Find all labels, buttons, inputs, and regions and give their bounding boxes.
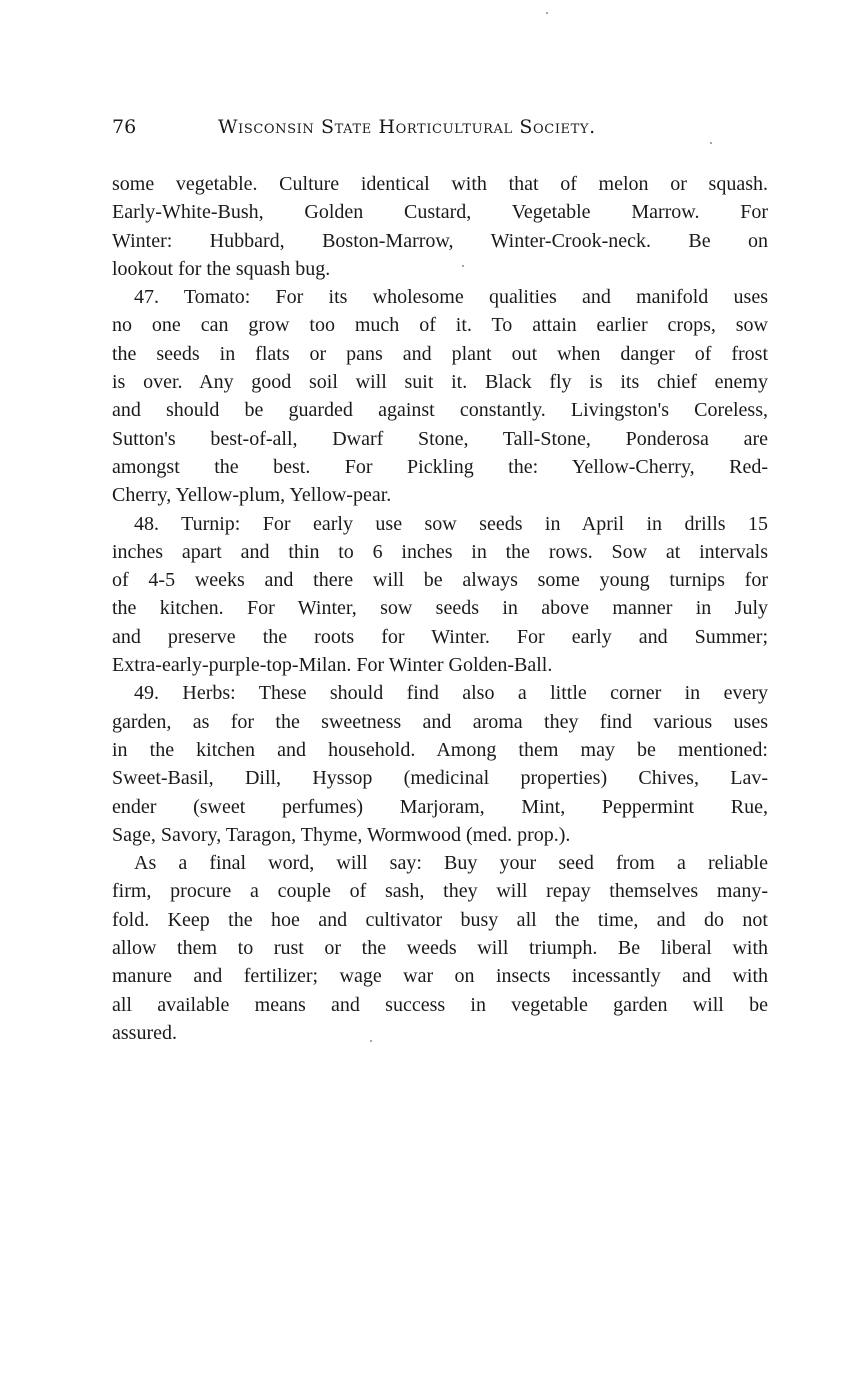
text-line: Early-White-Bush, Golden Custard, Vegetable Marrow. For xyxy=(112,201,768,224)
text-line: the seeds in flats or pans and plant out when danger of frost xyxy=(112,342,768,365)
text-line: Sage, Savory, Taragon, Thyme, Wormwood (med. prop.). xyxy=(112,823,571,846)
scan-speck xyxy=(370,1040,372,1042)
text-line: allow them to rust or the weeds will triumph. Be liberal with xyxy=(112,937,768,960)
text-line: Sweet-Basil, Dill, Hyssop (medicinal properties) Chives, Lav- xyxy=(112,767,768,790)
scan-speck xyxy=(546,12,548,14)
text-line: 47. Tomato: For its wholesome qualities and manifold uses xyxy=(134,286,768,309)
text-line: 48. Turnip: For early use sow seeds in April in drills 15 xyxy=(134,512,768,535)
text-line: As a final word, will say: Buy your seed from a reliable xyxy=(134,852,768,875)
text-line: of 4-5 weeks and there will be always some young turnips for xyxy=(112,569,768,592)
page-number: 76 xyxy=(112,116,137,138)
scan-speck xyxy=(710,142,712,144)
text-line: amongst the best. For Pickling the: Yellow-Cherry, Red- xyxy=(112,455,768,478)
page-header xyxy=(112,116,668,142)
text-line: fold. Keep the hoe and cultivator busy all the time, and do not xyxy=(112,908,768,931)
text-line: all available means and success in vegetable garden will be xyxy=(112,993,768,1016)
text-line: Sutton's best-of-all, Dwarf Stone, Tall-Stone, Ponderosa are xyxy=(112,427,768,450)
text-line: lookout for the squash bug. xyxy=(112,257,331,280)
text-line: in the kitchen and household. Among them may be mentioned: xyxy=(112,738,768,761)
running-head: Wisconsin State Horticultural Society. xyxy=(218,116,596,138)
text-line: inches apart and thin to 6 inches in the rows. Sow at intervals xyxy=(112,540,768,563)
text-line: 49. Herbs: These should find also a little corner in every xyxy=(134,682,768,705)
text-line: garden, as for the sweetness and aroma they find various uses xyxy=(112,710,768,733)
text-line: Cherry, Yellow-plum, Yellow-pear. xyxy=(112,484,392,507)
text-line: and preserve the roots for Winter. For early and Summer; xyxy=(112,625,768,648)
text-line: firm, procure a couple of sash, they will repay themselves many- xyxy=(112,880,768,903)
text-line: some vegetable. Culture identical with that of melon or squash. xyxy=(112,173,768,195)
text-line: Extra-early-purple-top-Milan. For Winter Golden-Ball. xyxy=(112,654,553,677)
text-line: Winter: Hubbard, Boston-Marrow, Winter-Crook-neck. Be on xyxy=(112,229,768,252)
text-line: no one can grow too much of it. To attain earlier crops, sow xyxy=(112,314,768,337)
text-line: assured. xyxy=(112,1021,177,1044)
scan-speck xyxy=(462,265,464,267)
body-text xyxy=(112,170,768,1047)
text-line: the kitchen. For Winter, sow seeds in above manner in July xyxy=(112,597,768,620)
text-line: is over. Any good soil will suit it. Black fly is its chief enemy xyxy=(112,371,768,394)
text-line: manure and fertilizer; wage war on insects incessantly and with xyxy=(112,965,768,988)
text-line: ender (sweet perfumes) Marjoram, Mint, Peppermint Rue, xyxy=(112,795,768,818)
text-line: and should be guarded against constantly. Livingston's Coreless, xyxy=(112,399,768,422)
